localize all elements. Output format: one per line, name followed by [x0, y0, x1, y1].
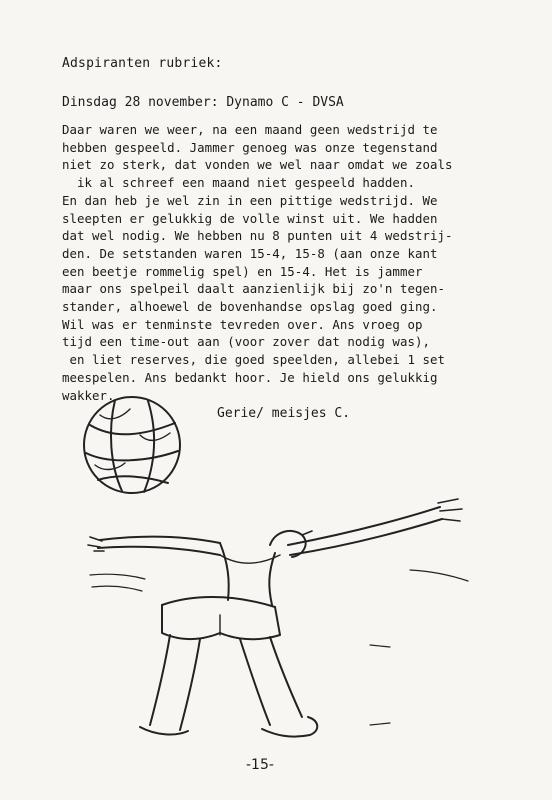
- text-line: een beetje rommelig spel) en 15-4. Het is jammer: [62, 263, 423, 279]
- text-line: maar ons spelpeil daalt aanzienlijk bij zo'n tegen-: [62, 281, 445, 297]
- section-heading: Adspiranten rubriek:: [62, 56, 223, 71]
- match-title: Dinsdag 28 november: Dynamo C - DVSA: [62, 95, 344, 110]
- page-number: -15-: [246, 757, 274, 773]
- text-line: meespelen. Ans bedankt hoor. Je hield ons gelukkig: [62, 369, 438, 385]
- text-line: En dan heb je wel zin in een pittige wedstrijd. We: [62, 192, 438, 208]
- volleyball-player-drawing: [70, 395, 490, 765]
- text-line: Daar waren we weer, na een maand geen wedstrijd te: [62, 122, 438, 137]
- volleyball-icon: [84, 397, 180, 493]
- text-line: wakker.: [62, 387, 115, 403]
- text-line: den. De setstanden waren 15-4, 15-8 (aan onze kant: [62, 245, 438, 261]
- text-line: Wil was er tenminste tevreden over. Ans vroeg op: [62, 316, 423, 332]
- text-line: ik al schreef een maand niet gespeeld hadden.: [62, 175, 415, 191]
- text-line: dat wel nodig. We hebben nu 8 punten uit 4 wedstrij-: [62, 228, 453, 244]
- signature: Gerie/ meisjes C.: [217, 406, 351, 421]
- text-line: stander, alhoewel de bovenhandse opslag goed ging.: [62, 299, 438, 315]
- text-line: tijd een time-out aan (voor zover dat nodig was),: [62, 334, 430, 350]
- player-figure: [88, 499, 468, 737]
- text-line: en liet reserves, die goed speelden, allebei 1 set: [62, 352, 445, 368]
- text-line: hebben gespeeld. Jammer genoeg was onze tegenstand: [62, 139, 438, 155]
- report-body: [62, 121, 532, 404]
- text-line: sleepten er gelukkig de volle winst uit. We hadden: [62, 210, 438, 226]
- text-line: niet zo sterk, dat vonden we wel naar omdat we zoals: [62, 157, 453, 173]
